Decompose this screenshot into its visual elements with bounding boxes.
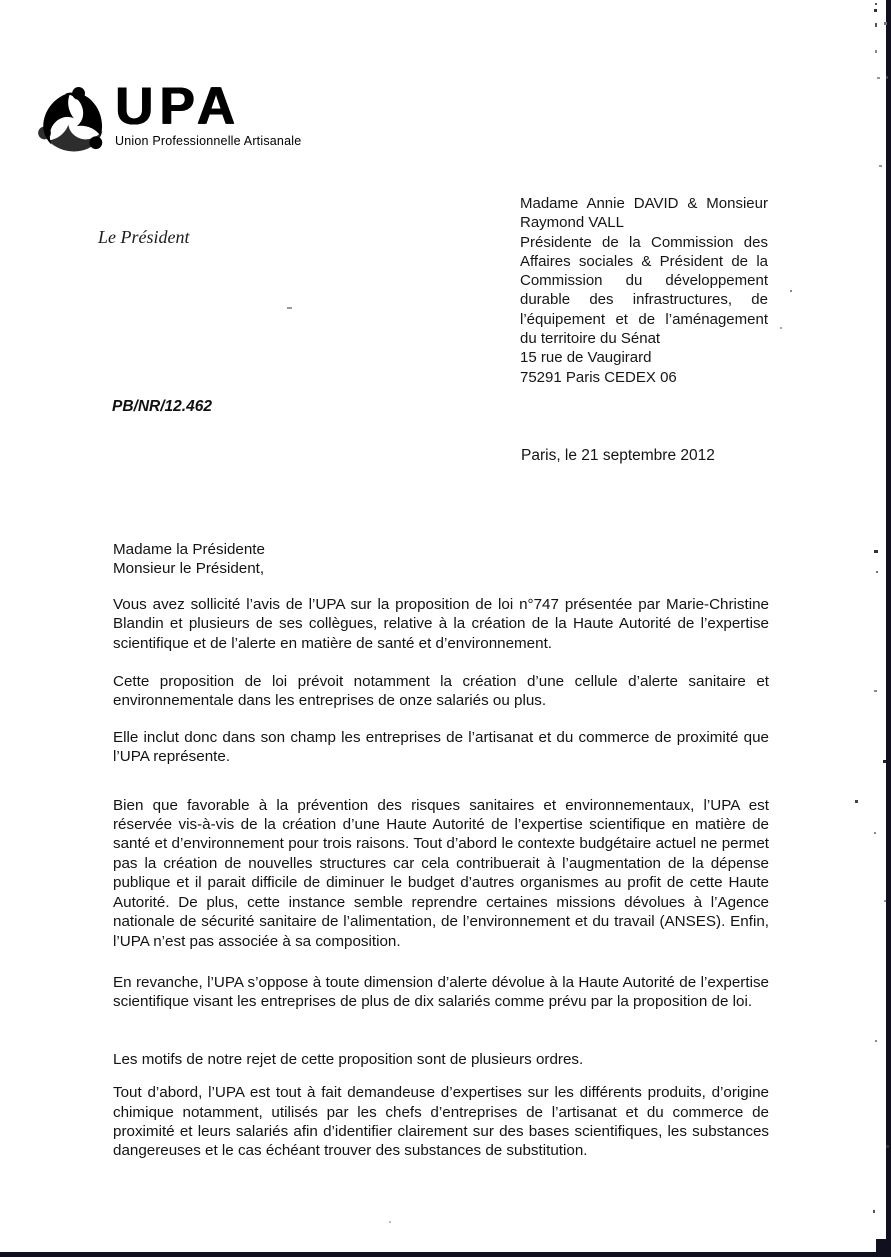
scan-speck — [879, 165, 882, 167]
body-paragraph: Les motifs de notre rejet de cette proposition sont de plusieurs ordres. — [113, 1050, 584, 1068]
scan-speck — [875, 1040, 877, 1042]
dateline: Paris, le 21 septembre 2012 — [521, 447, 715, 464]
scan-edge-right — [886, 0, 891, 1257]
logo-subtitle: Union Professionnelle Artisanale — [115, 134, 302, 148]
scan-speck — [875, 3, 877, 5]
scan-speck — [883, 760, 886, 763]
letter-reference: PB/NR/12.462 — [112, 398, 212, 415]
scan-speck — [389, 1221, 391, 1223]
scan-speck — [877, 77, 880, 79]
scan-speck — [873, 1210, 875, 1213]
sender-role-title: Le Président — [98, 227, 190, 247]
recipient-city: 75291 Paris CEDEX 06 — [520, 368, 677, 386]
recipient-street: 15 rue de Vaugirard — [520, 349, 652, 367]
scan-speck — [876, 571, 878, 573]
scan-speck — [287, 307, 292, 309]
logo-acronym: UPA — [115, 77, 241, 136]
scan-corner-mark — [876, 1239, 891, 1257]
scan-speck — [886, 1145, 889, 1148]
body-paragraph: Bien que favorable à la prévention des risques sanitaires et environnementaux, l’UPA est réservée vis-à-vis de la création d’une Haute Autorité de l’expertise scientifique en matière de santé et d’environnement pour trois raisons. Tout d’abord le contexte budgétaire actuel ne permet pas la création de nouvelles structures car cela contribuerait à l’augmentation de la dépense publique et il parait difficile de diminuer le budget d’autres organismes au profit de cette Haute Autorité. De plus, cette instance semble reprendre certaines missions dévolues à l’Agence nationale de sécurité sanitaire de l’alimentation, de l’environnement et du travail (ANSES). Enfin, l’UPA n’est pas associée à sa composition. — [113, 796, 769, 950]
scan-speck — [874, 9, 877, 12]
scan-speck — [874, 832, 876, 834]
body-paragraph: Vous avez sollicité l’avis de l’UPA sur la proposition de loi n°747 présentée par Marie-Christine Blandin et plusieurs de ses collègues, relative à la création de la Haute Autorité de l’expertise scientifique et de l’alerte en matière de santé et d’environnement. — [113, 595, 769, 652]
scan-speck — [790, 290, 792, 292]
scan-speck — [855, 800, 858, 803]
upa-triskelion-logo-icon — [33, 83, 113, 163]
scan-speck — [875, 23, 877, 27]
salutation — [113, 540, 769, 579]
scan-speck — [780, 327, 782, 329]
scan-speck — [884, 900, 886, 902]
logo-text — [115, 77, 302, 148]
salutation-line: Madame la Présidente — [113, 541, 265, 558]
scan-speck — [886, 76, 888, 79]
upa-logo — [33, 77, 302, 163]
body-paragraph: Cette proposition de loi prévoit notamment la création d’une cellule d’alerte sanitaire et environnementale dans les entreprises de onze salariés ou plus. — [113, 673, 769, 710]
salutation-line: Monsieur le Président, — [113, 560, 265, 578]
scan-speck — [874, 550, 878, 553]
body-paragraph: En revanche, l’UPA s’oppose à toute dimension d’alerte dévolue à la Haute Autorité de l’expertise scientifique visant les entreprises de plus de dix salariés comme prévu par la proposition de loi. — [113, 973, 769, 1011]
letter-body — [113, 540, 769, 1161]
scan-speck — [875, 50, 877, 53]
body-paragraph: Elle inclut donc dans son champ les entreprises de l’artisanat et du commerce de proximité que l’UPA représente. — [113, 728, 769, 766]
recipient-names: Madame Annie DAVID & Monsieur Raymond VALL — [520, 195, 768, 232]
recipient-address-block — [520, 194, 768, 387]
scan-edge-bottom — [0, 1252, 891, 1257]
scan-speck — [884, 22, 887, 25]
body-paragraph: Tout d’abord, l’UPA est tout à fait demandeuse d’expertises sur les différents produits, d’origine chimique notamment, utilisés par les chefs d’entreprises de l’artisanat et du commerce de proximité et leurs salariés afin d’identifier clairement sur des bases scientifiques, les substances dangereuses et le cas échéant trouver des substances de substitution. — [113, 1084, 769, 1160]
scan-speck — [874, 690, 877, 692]
recipient-titles: Présidente de la Commission des Affaires sociales & Président de la Commission du développement durable des infrastructures, de l’équipement et de l’aménagement du territoire du Sénat — [520, 233, 768, 348]
